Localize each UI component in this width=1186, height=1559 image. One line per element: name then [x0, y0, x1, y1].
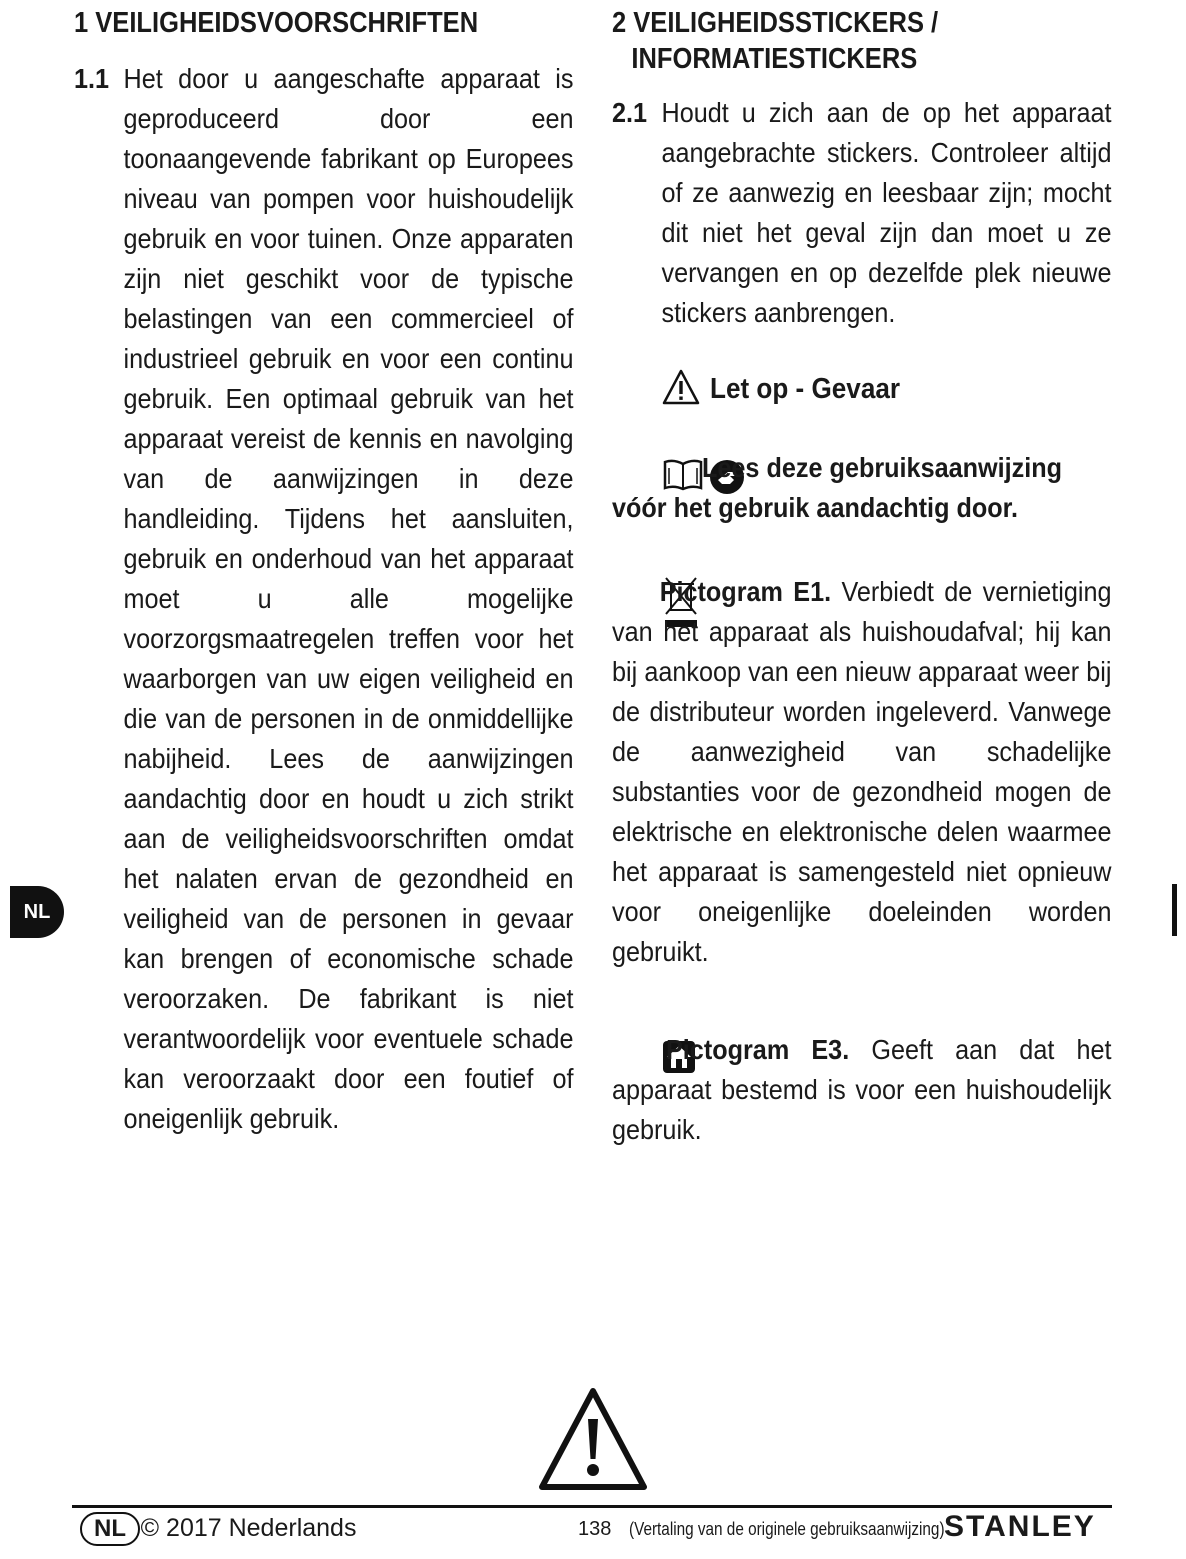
e1-title: Pictogram E1.	[659, 576, 832, 607]
section2-item-number: 2.1	[612, 97, 648, 128]
brand-logo: STANLEY	[944, 1510, 1096, 1543]
e3-block	[612, 1030, 1112, 1150]
language-side-tab: NL	[10, 886, 64, 938]
read-manual-block	[612, 448, 1112, 528]
large-warning-triangle-icon	[538, 1387, 648, 1496]
section1-body: Het door u aangeschafte apparaat is geproduceerd door een toonaangevende fabrikant op Europees niveau van pompen voor huishoudelijk gebruik en voor tuinen. Onze apparaten zijn niet geschikt voor de typische belastingen van een commercieel of industrieel gebruik en voor een continu gebruik. Een optimaal gebruik van het apparaat vereist de kennis en navolging van de aanwijzingen in deze handleiding. Tijdens het aansluiten, gebruik en onderhoud van het apparaat moet u alle mogelijke voorzorgsmaatregelen treffen voor het waarborgen van uw eigen veiligheid en die van de personen in de onmiddellijke nabijheid. Lees de aanwijzingen aandachtig door en houdt u zich strikt aan de veiligheidsvoorschriften omdat het nalaten ervan de gezondheid en veiligheid van de personen in gevaar kan brengen of economische schade veroorzaken. De fabrikant is niet verantwoordelijk voor eventuele schade kan veroorzaakt door een foutief of oneigenlijk gebruik.	[123, 63, 574, 1134]
e3-title: Pictogram E3.	[666, 1034, 850, 1065]
section2-body: Houdt u zich aan de op het apparaat aangebrachte stickers. Controleer altijd of ze aanwezig en leesbaar zijn; mocht dit niet het geval zijn dan moet u ze vervangen en op dezelfde plek nieuwe stickers aanbrengen.	[661, 97, 1112, 328]
warning-block	[662, 369, 1112, 410]
e1-block	[612, 572, 1112, 972]
left-column	[74, 0, 574, 1139]
section2-item	[612, 93, 1112, 333]
section2-heading: 2 VEILIGHEIDSSTICKERS / INFORMATIESTICKERS	[612, 7, 939, 75]
warning-label: Let op - Gevaar	[710, 373, 901, 405]
section1-item	[74, 59, 574, 1139]
translation-note: (Vertaling van de originele gebruiksaanwijzing)	[628, 1519, 945, 1539]
page-number: 138	[578, 1518, 612, 1540]
e3-text: Geeft aan dat het apparaat bestemd is voor een huishoudelijk gebruik.	[612, 1034, 1112, 1145]
footer-center	[578, 1518, 1000, 1541]
edge-marker	[1172, 884, 1177, 936]
section1-heading: 1 VEILIGHEIDSVOORSCHRIFTEN	[74, 7, 479, 39]
footer-rule	[72, 1505, 1112, 1508]
footer-copyright: © 2017 Nederlands	[140, 1514, 357, 1542]
footer-left	[80, 1512, 356, 1546]
right-column	[612, 0, 1112, 1150]
e1-text: Verbiedt de vernietiging van het apparaat als huishoudafval; hij kan bij aankoop van een nieuw apparaat weer bij de distributeur worden ingeleverd. Vanwege de aanwezigheid van schadelijke substanties voor de gezondheid mogen de elektrische en elektronische delen waarmee het apparaat is samengesteld niet opnieuw voor oneigenlijke doeleinden worden gebruikt.	[612, 576, 1112, 967]
read-manual-text: Lees deze gebruiksaanwijzing vóór het gebruik aandachtig door.	[612, 452, 1062, 523]
footer-language-badge: NL	[80, 1512, 140, 1546]
section1-item-number: 1.1	[74, 63, 110, 94]
warning-triangle-icon	[662, 369, 700, 410]
